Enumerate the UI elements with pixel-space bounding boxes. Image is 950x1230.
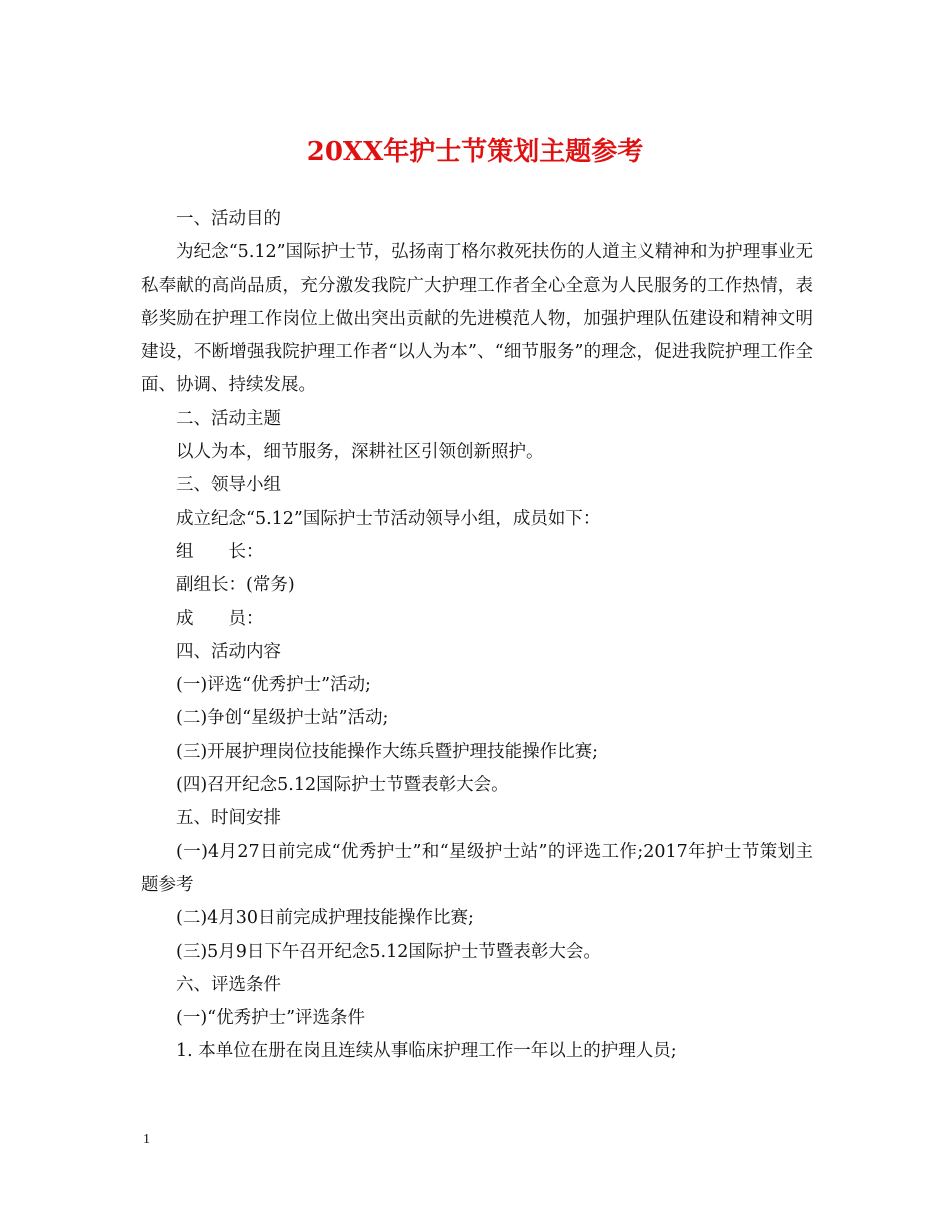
paragraph-purpose: 为纪念“5.12”国际护士节，弘扬南丁格尔救死扶伤的人道主义精神和为护理事业无私奉献的高尚品质，充分激发我院广大护理工作者全心全意为人民服务的工作热情，表彰奖励在护理工作岗位上做出突出贡献的先进模范人物，加强护理队伍建设和精神文明建设，不断增强我院护理工作者“以人为本”、“细节服务”的理念，促进我院护理工作全面、协调、持续发展。 — [141, 242, 813, 396]
schedule-item: (三)5月9日下午召开纪念5.12国际护士节暨表彰大会。 — [176, 941, 601, 962]
leader-line: 组 长： — [176, 541, 264, 562]
criteria-subheading: (一)“优秀护士”评选条件 — [176, 1008, 366, 1029]
criteria-item: 1. 本单位在册在岗且连续从事临床护理工作一年以上的护理人员; — [176, 1041, 677, 1062]
section-heading-schedule: 五、时间安排 — [176, 808, 281, 829]
content-item: (四)召开纪念5.12国际护士节暨表彰大会。 — [176, 775, 509, 796]
section-heading-leadership: 三、领导小组 — [176, 475, 281, 496]
content-item: (一)评选“优秀护士”活动; — [176, 675, 371, 696]
paragraph-leadership: 成立纪念“5.12”国际护士节活动领导小组，成员如下： — [176, 508, 601, 529]
members-line: 成 员： — [176, 608, 264, 629]
schedule-item: (二)4月30日前完成护理技能操作比赛; — [176, 908, 474, 929]
section-heading-purpose: 一、活动目的 — [176, 209, 281, 229]
content-item: (三)开展护理岗位技能操作大练兵暨护理技能操作比赛; — [176, 741, 599, 762]
document-body — [141, 203, 813, 1069]
deputy-leader-line: 副组长：(常务) — [176, 575, 295, 596]
schedule-item: (一)4月27日前完成“优秀护士”和“星级护士站”的评选工作;2017年护士节策划主题参考 — [141, 841, 813, 895]
section-heading-criteria: 六、评选条件 — [176, 974, 281, 995]
content-item: (二)争创“星级护士站”活动; — [176, 708, 389, 729]
section-heading-content: 四、活动内容 — [176, 641, 281, 662]
document-title: 20XX年护士节策划主题参考 — [306, 137, 644, 167]
section-heading-theme: 二、活动主题 — [176, 408, 281, 429]
page-number: 1 — [143, 1132, 150, 1147]
paragraph-theme: 以人为本，细节服务，深耕社区引领创新照护。 — [176, 442, 544, 463]
